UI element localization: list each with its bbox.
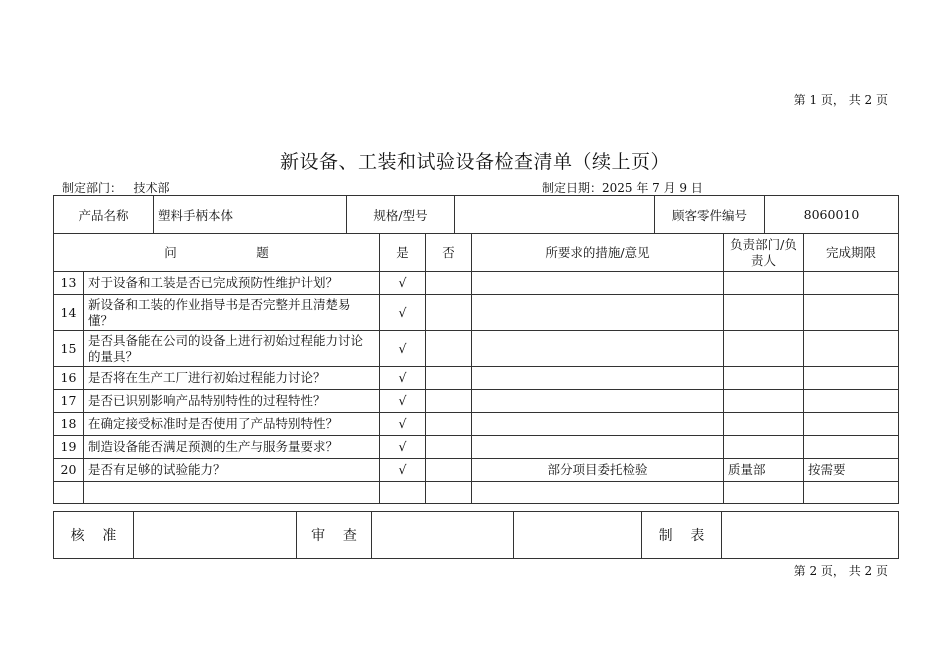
empty-cell xyxy=(426,482,472,504)
row-deadline xyxy=(804,367,899,390)
row-question: 新设备和工装的作业指导书是否完整并且清楚易懂？ xyxy=(84,295,380,331)
row-owner xyxy=(724,390,804,413)
document-title: 新设备、工装和试验设备检查清单（续上页） xyxy=(279,151,670,173)
table-row xyxy=(54,436,899,459)
row-owner xyxy=(724,272,804,295)
empty-cell xyxy=(472,482,724,504)
table-row xyxy=(54,295,899,331)
prepare-signature-field xyxy=(722,512,899,559)
row-owner xyxy=(724,413,804,436)
row-question: 是否具备能在公司的设备上进行初始过程能力讨论的量具？ xyxy=(84,331,380,367)
empty-row xyxy=(54,482,899,504)
row-no xyxy=(426,331,472,367)
department-value: 技术部 xyxy=(133,181,170,195)
row-deadline xyxy=(804,436,899,459)
row-deadline xyxy=(804,272,899,295)
row-deadline xyxy=(804,331,899,367)
header-measures: 所要求的措施/意见 xyxy=(472,234,724,272)
department-label: 制定部门： xyxy=(62,181,123,195)
header-owner: 负责部门/负责人 xyxy=(724,234,804,272)
product-name-value: 塑料手柄本体 xyxy=(154,196,347,234)
row-yes: √ xyxy=(380,331,426,367)
row-deadline xyxy=(804,390,899,413)
empty-cell xyxy=(804,482,899,504)
approve-label: 核 准 xyxy=(54,512,134,559)
row-yes: √ xyxy=(380,272,426,295)
row-number: 16 xyxy=(54,367,84,390)
header-row xyxy=(54,234,899,272)
row-question: 对于设备和工装是否已完成预防性维护计划？ xyxy=(84,272,380,295)
row-yes: √ xyxy=(380,436,426,459)
row-measure xyxy=(472,436,724,459)
row-deadline xyxy=(804,295,899,331)
row-no xyxy=(426,367,472,390)
row-measure xyxy=(472,272,724,295)
row-owner xyxy=(724,331,804,367)
row-no xyxy=(426,390,472,413)
header-yes: 是 xyxy=(380,234,426,272)
page-number-bottom: 第 2 页， 共 2 页 xyxy=(793,564,888,578)
empty-cell xyxy=(380,482,426,504)
row-question: 制造设备能否满足预测的生产与服务量要求？ xyxy=(84,436,380,459)
spec-label: 规格/型号 xyxy=(347,196,455,234)
empty-cell xyxy=(84,482,380,504)
row-number: 19 xyxy=(54,436,84,459)
table-row xyxy=(54,331,899,367)
table-row xyxy=(54,413,899,436)
row-yes: √ xyxy=(380,459,426,482)
empty-cell xyxy=(54,482,84,504)
row-number: 18 xyxy=(54,413,84,436)
row-number: 15 xyxy=(54,331,84,367)
row-measure: 部分项目委托检验 xyxy=(472,459,724,482)
row-question: 是否有足够的试验能力？ xyxy=(84,459,380,482)
review-label: 审 查 xyxy=(297,512,372,559)
row-question: 是否已识别影响产品特别特性的过程特性？ xyxy=(84,390,380,413)
header-no: 否 xyxy=(426,234,472,272)
row-owner xyxy=(724,367,804,390)
customer-part-label: 顾客零件编号 xyxy=(655,196,765,234)
row-number: 13 xyxy=(54,272,84,295)
row-number: 20 xyxy=(54,459,84,482)
page-number-top: 第 1 页， 共 2 页 xyxy=(793,93,888,107)
header-question: 问 题 xyxy=(54,234,380,272)
row-deadline: 按需要 xyxy=(804,459,899,482)
product-name-label: 产品名称 xyxy=(54,196,154,234)
checklist-table xyxy=(53,233,899,504)
row-no xyxy=(426,295,472,331)
table-row xyxy=(54,390,899,413)
table-row xyxy=(54,272,899,295)
review-signature-field xyxy=(372,512,514,559)
row-measure xyxy=(472,390,724,413)
signature-table xyxy=(53,511,899,559)
row-owner xyxy=(724,436,804,459)
row-question: 在确定接受标准时是否使用了产品特别特性？ xyxy=(84,413,380,436)
row-measure xyxy=(472,295,724,331)
row-measure xyxy=(472,413,724,436)
table-row xyxy=(54,459,899,482)
review-signature-field-2 xyxy=(514,512,642,559)
customer-part-value: 8060010 xyxy=(765,196,899,234)
row-yes: √ xyxy=(380,390,426,413)
row-yes: √ xyxy=(380,295,426,331)
department-line xyxy=(62,179,169,196)
row-no xyxy=(426,272,472,295)
row-number: 17 xyxy=(54,390,84,413)
row-yes: √ xyxy=(380,367,426,390)
empty-cell xyxy=(724,482,804,504)
row-measure xyxy=(472,367,724,390)
date-line: 制定日期：2025 年 7 月 9 日 xyxy=(542,181,703,195)
row-question: 是否将在生产工厂进行初始过程能力讨论？ xyxy=(84,367,380,390)
prepare-label: 制 表 xyxy=(642,512,722,559)
row-no xyxy=(426,459,472,482)
row-yes: √ xyxy=(380,413,426,436)
row-owner: 质量部 xyxy=(724,459,804,482)
row-no xyxy=(426,413,472,436)
row-measure xyxy=(472,331,724,367)
row-no xyxy=(426,436,472,459)
spec-value xyxy=(455,196,655,234)
product-info-table xyxy=(53,195,899,234)
table-row xyxy=(54,367,899,390)
row-owner xyxy=(724,295,804,331)
header-deadline: 完成期限 xyxy=(804,234,899,272)
approve-signature-field xyxy=(134,512,297,559)
row-number: 14 xyxy=(54,295,84,331)
row-deadline xyxy=(804,413,899,436)
